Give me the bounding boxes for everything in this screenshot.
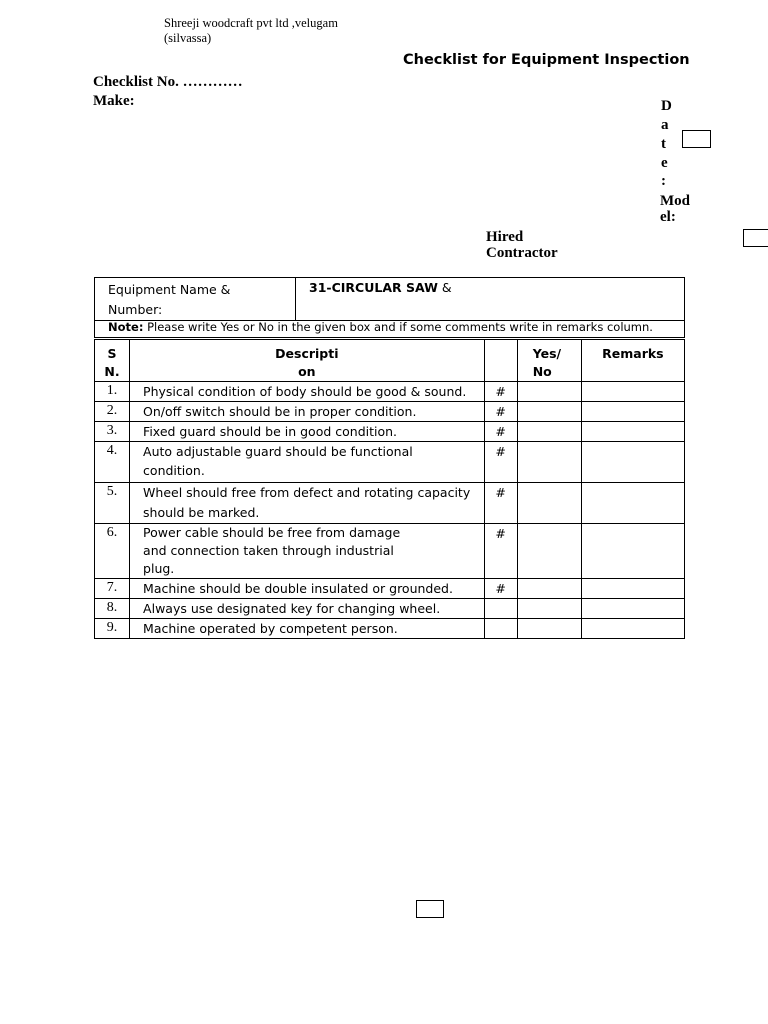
document-title: Checklist for Equipment Inspection [403,52,690,68]
remarks-cell[interactable] [581,579,684,599]
row-mark: # [484,382,517,402]
remarks-cell[interactable] [581,599,684,619]
hired-contractor-label: Contractor [486,245,558,261]
table-row [95,599,685,619]
equipment-label: Equipment Name & [108,282,231,297]
table-row [95,442,685,483]
row-number: 9. [95,619,130,639]
row-number: 7. [95,579,130,599]
equipment-value-suffix: & [437,280,452,295]
date-label-char: D [661,98,672,114]
remarks-cell[interactable] [581,524,684,579]
row-description: On/off switch should be in proper condition. [130,402,485,422]
make-label: Make: [93,93,135,109]
row-mark: # [484,422,517,442]
equipment-label-cell [95,278,296,321]
equipment-value: 31-CIRCULAR SAW [309,280,438,295]
yes-no-cell[interactable] [517,442,581,483]
header-yes-no: Yes/ No [517,340,581,382]
row-number: 1. [95,382,130,402]
table-row [95,483,685,524]
equipment-table [94,277,685,321]
row-description: Physical condition of body should be good & sound. [130,382,485,402]
yes-no-cell[interactable] [517,483,581,524]
date-label-char: : [661,173,666,189]
remarks-cell[interactable] [581,402,684,422]
hired-contractor-label: Hired [486,229,524,245]
row-number: 8. [95,599,130,619]
note-label: Note: [108,320,144,334]
contractor-input-box[interactable] [743,229,768,247]
equipment-label: Number: [108,302,163,317]
table-row [95,579,685,599]
row-mark [484,619,517,639]
note-text: Please write Yes or No in the given box and if some comments write in remarks column. [143,320,653,334]
row-number: 6. [95,524,130,579]
remarks-cell[interactable] [581,382,684,402]
yes-no-cell[interactable] [517,579,581,599]
remarks-cell[interactable] [581,619,684,639]
remarks-cell[interactable] [581,483,684,524]
table-row [95,619,685,639]
blank-input-box[interactable] [416,900,444,918]
yes-no-cell[interactable] [517,422,581,442]
checklist-number-label: Checklist No. ………… [93,74,243,90]
header-blank [484,340,517,382]
row-description: Fixed guard should be in good condition. [130,422,485,442]
table-row [95,382,685,402]
table-row [95,402,685,422]
row-description: Machine operated by competent person. [130,619,485,639]
date-input-box[interactable] [682,130,711,148]
row-mark: # [484,524,517,579]
yes-no-cell[interactable] [517,619,581,639]
header-description: Descripti on [130,340,485,382]
yes-no-cell[interactable] [517,402,581,422]
row-mark: # [484,442,517,483]
row-description: Always use designated key for changing wheel. [130,599,485,619]
date-label-char: t [661,136,666,152]
date-label-char: a [661,117,669,133]
checklist-table [94,339,685,639]
row-description: Power cable should be free from damage and connection taken through industrial plug. [130,524,485,579]
row-number: 3. [95,422,130,442]
row-mark [484,599,517,619]
table-row [95,422,685,442]
row-description: Auto adjustable guard should be functional condition. [130,442,485,483]
row-number: 5. [95,483,130,524]
note-row [94,317,685,338]
header-remarks: Remarks [581,340,684,382]
row-number: 2. [95,402,130,422]
yes-no-cell[interactable] [517,524,581,579]
yes-no-cell[interactable] [517,599,581,619]
table-row [95,524,685,579]
row-description: Machine should be double insulated or grounded. [130,579,485,599]
model-label: Mod [660,193,690,209]
remarks-cell[interactable] [581,422,684,442]
remarks-cell[interactable] [581,442,684,483]
model-label: el: [660,209,676,225]
row-mark: # [484,483,517,524]
date-label-char: e [661,155,668,171]
header-sn: S N. [95,340,130,382]
company-name: Shreeji woodcraft pvt ltd ,velugam [164,16,338,30]
row-description: Wheel should free from defect and rotating capacity should be marked. [130,483,485,524]
row-mark: # [484,402,517,422]
company-location: (silvassa) [164,31,212,45]
yes-no-cell[interactable] [517,382,581,402]
row-number: 4. [95,442,130,483]
row-mark: # [484,579,517,599]
equipment-value-cell[interactable] [296,278,685,321]
